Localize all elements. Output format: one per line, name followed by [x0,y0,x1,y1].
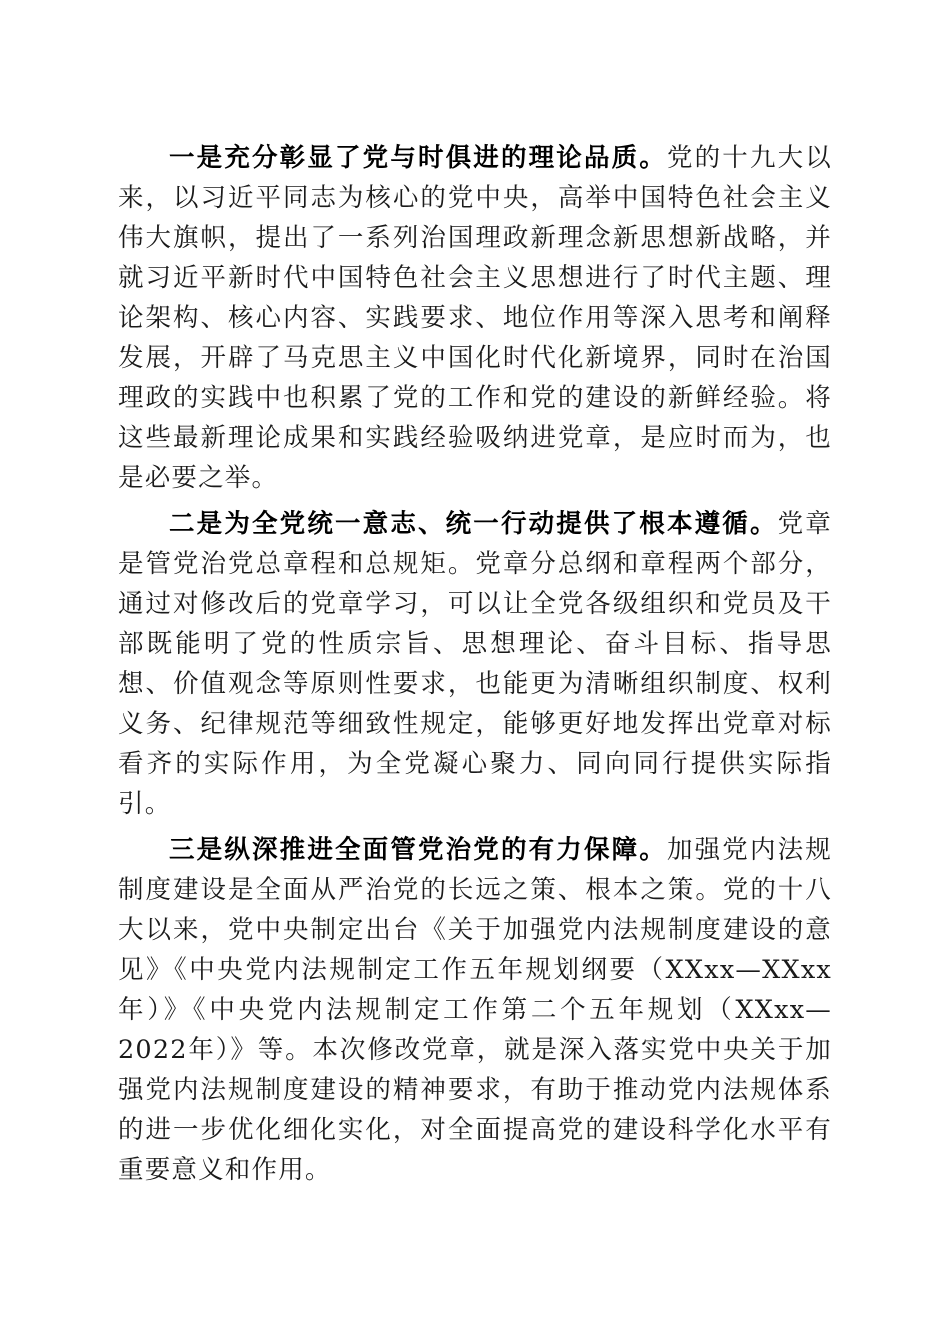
paragraph-1 [118,138,832,498]
paragraph-3-body: 加强党内法规制度建设是全面从严治党的长远之策、根本之策。党的十八大以来，党中央制定出台《关于加强党内法规制度建设的意见》《中央党内法规制定工作五年规划纲要（XXxx—XXxx年）》《中央党内法规制定工作第二个五年规划（XXxx—2022年）》等。本次修改党章，就是深入落实党中央关于加强党内法规制度建设的精神要求，有助于推动党内法规体系的进一步优化细化实化，对全面提高党的建设科学化水平有重要意义和作用。 [118,835,832,1185]
paragraph-1-body: 党的十九大以来，以习近平同志为核心的党中央，高举中国特色社会主义伟大旗帜，提出了一系列治国理政新理念新思想新战略，并就习近平新时代中国特色社会主义思想进行了时代主题、理论架构、核心内容、实践要求、地位作用等深入思考和阐释发展，开辟了马克思主义中国化时代化新境界，同时在治国理政的实践中也积累了党的工作和党的建设的新鲜经验。将这些最新理论成果和实践经验吸纳进党章，是应时而为，也是必要之举。 [118,143,832,493]
paragraph-2-lead: 二是为全党统一意志、统一行动提供了根本遵循。 [169,509,778,539]
paragraph-3 [118,830,832,1190]
document-page [118,138,832,1196]
paragraph-3-lead: 三是纵深推进全面管党治党的有力保障。 [169,835,667,865]
paragraph-2-body: 党章是管党治党总章程和总规矩。党章分总纲和章程两个部分，通过对修改后的党章学习，可以让全党各级组织和党员及干部既能明了党的性质宗旨、思想理论、奋斗目标、指导思想、价值观念等原则性要求，也能更为清晰组织制度、权利义务、纪律规范等细致性规定，能够更好地发挥出党章对标看齐的实际作用，为全党凝心聚力、同向同行提供实际指引。 [118,509,832,819]
paragraph-2 [118,504,832,824]
paragraph-1-lead: 一是充分彰显了党与时俱进的理论品质。 [169,143,667,173]
